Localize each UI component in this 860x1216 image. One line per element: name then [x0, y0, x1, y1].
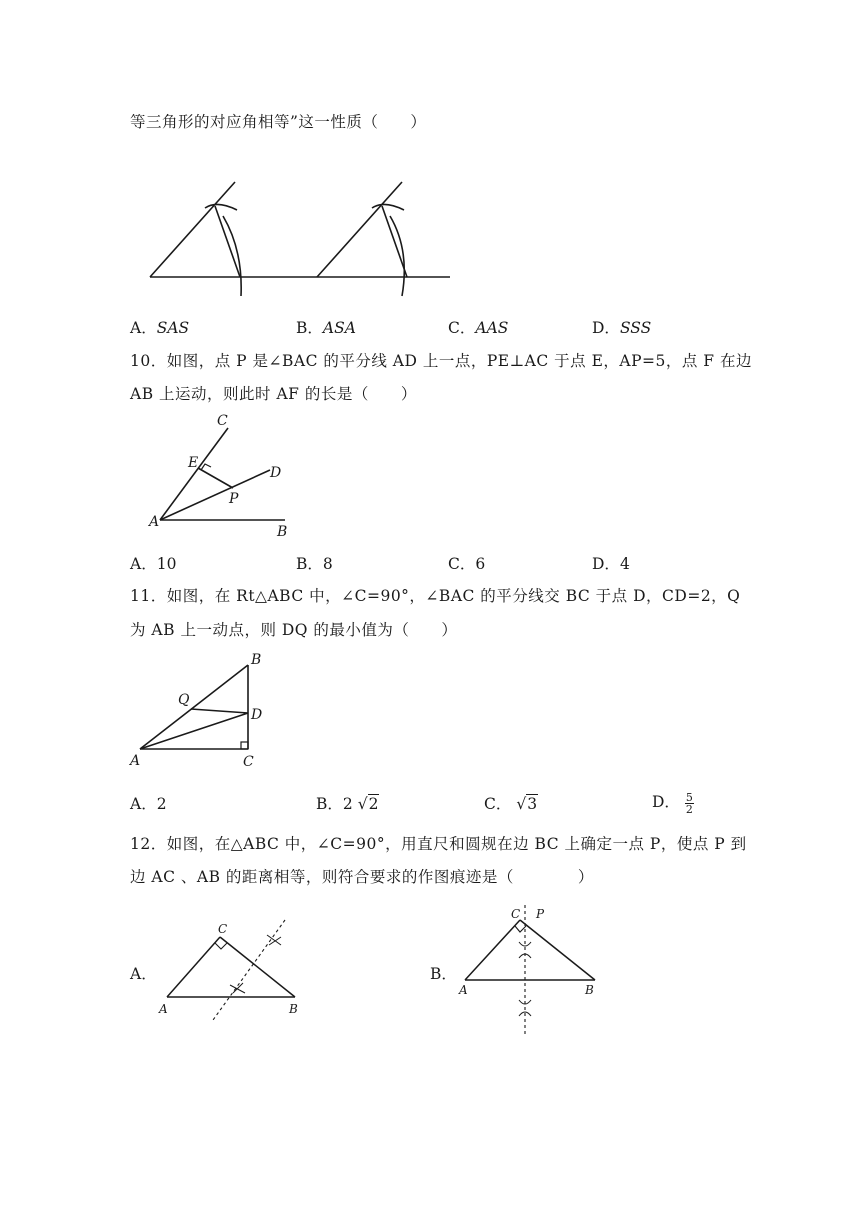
q11-label-a: A — [130, 753, 141, 769]
q12b-label-c: C — [511, 907, 521, 921]
q11-figure — [128, 650, 268, 775]
q10-label-b: B — [277, 524, 288, 540]
q9-stem-line: 等三角形的对应角相等”这一性质（ ） — [130, 113, 427, 131]
q10-label-d: D — [270, 465, 282, 481]
q10-label-c: C — [217, 413, 228, 429]
q11-label-q: Q — [178, 692, 190, 708]
q10-option-b[interactable]: B．8 — [296, 555, 333, 573]
q12a-label-a: A — [159, 1002, 168, 1016]
q11-option-b[interactable]: B．2 √2 — [316, 795, 379, 813]
q12a-label-b: B — [289, 1002, 298, 1016]
q10-option-a[interactable]: A．10 — [130, 555, 177, 573]
q12-figure-a[interactable] — [155, 915, 305, 1025]
q11-stem-line-1: 11．如图，在 Rt△ABC 中，∠C=90°，∠BAC 的平分线交 BC 于点 D，CD=2，Q — [130, 587, 741, 605]
q11-option-c[interactable]: C． √3 — [484, 795, 538, 813]
q12b-label-p: P — [536, 907, 545, 921]
q12-stem-line-2: 边 AC 、AB 的距离相等，则符合要求的作图痕迹是（ ） — [130, 868, 594, 886]
q12-option-a[interactable]: A． — [130, 965, 157, 983]
q12-figure-b[interactable] — [455, 900, 605, 1040]
q10-option-c[interactable]: C．6 — [448, 555, 486, 573]
q9-option-b[interactable]: B．ASA — [296, 319, 356, 337]
q11-option-a[interactable]: A．2 — [130, 795, 167, 813]
q12b-label-b: B — [585, 983, 594, 997]
q11-option-c-sqrt: √3 — [516, 795, 538, 813]
q11-option-d-fraction: $\frac{5}{2}$ — [685, 790, 693, 816]
q9-option-a[interactable]: A．SAS — [130, 319, 190, 337]
q12-stem-line-1: 12．如图，在△ABC 中，∠C=90°，用直尺和圆规在边 BC 上确定一点 P，使点 P 到 — [130, 835, 747, 853]
q10-stem-line-2: AB 上运动，则此时 AF 的长是（ ） — [130, 385, 417, 403]
q12a-label-c: C — [218, 922, 228, 936]
q10-label-p: P — [229, 491, 239, 507]
q10-label-a: A — [149, 514, 160, 530]
q10-label-e: E — [188, 455, 199, 471]
q11-label-d: D — [251, 707, 263, 723]
q9-option-c[interactable]: C．AAS — [448, 319, 509, 337]
q9-construction-figure — [145, 180, 455, 300]
q11-label-b: B — [251, 652, 262, 668]
q11-option-d[interactable]: D． $\frac{5}{2}$ — [652, 790, 693, 816]
q11-stem-line-2: 为 AB 上一动点，则 DQ 的最小值为（ ） — [130, 621, 458, 639]
q12-option-b[interactable]: B． — [430, 965, 457, 983]
q10-figure — [145, 410, 305, 540]
q11-label-c: C — [243, 754, 254, 770]
q10-stem-line-1: 10．如图，点 P 是∠BAC 的平分线 AD 上一点，PE⊥AC 于点 E，AP=5，点 F 在边 — [130, 352, 752, 370]
q9-option-d[interactable]: D．SSS — [592, 319, 652, 337]
q10-option-d[interactable]: D．4 — [592, 555, 630, 573]
q11-option-b-sqrt: √2 — [357, 795, 379, 813]
q12b-label-a: A — [459, 983, 468, 997]
